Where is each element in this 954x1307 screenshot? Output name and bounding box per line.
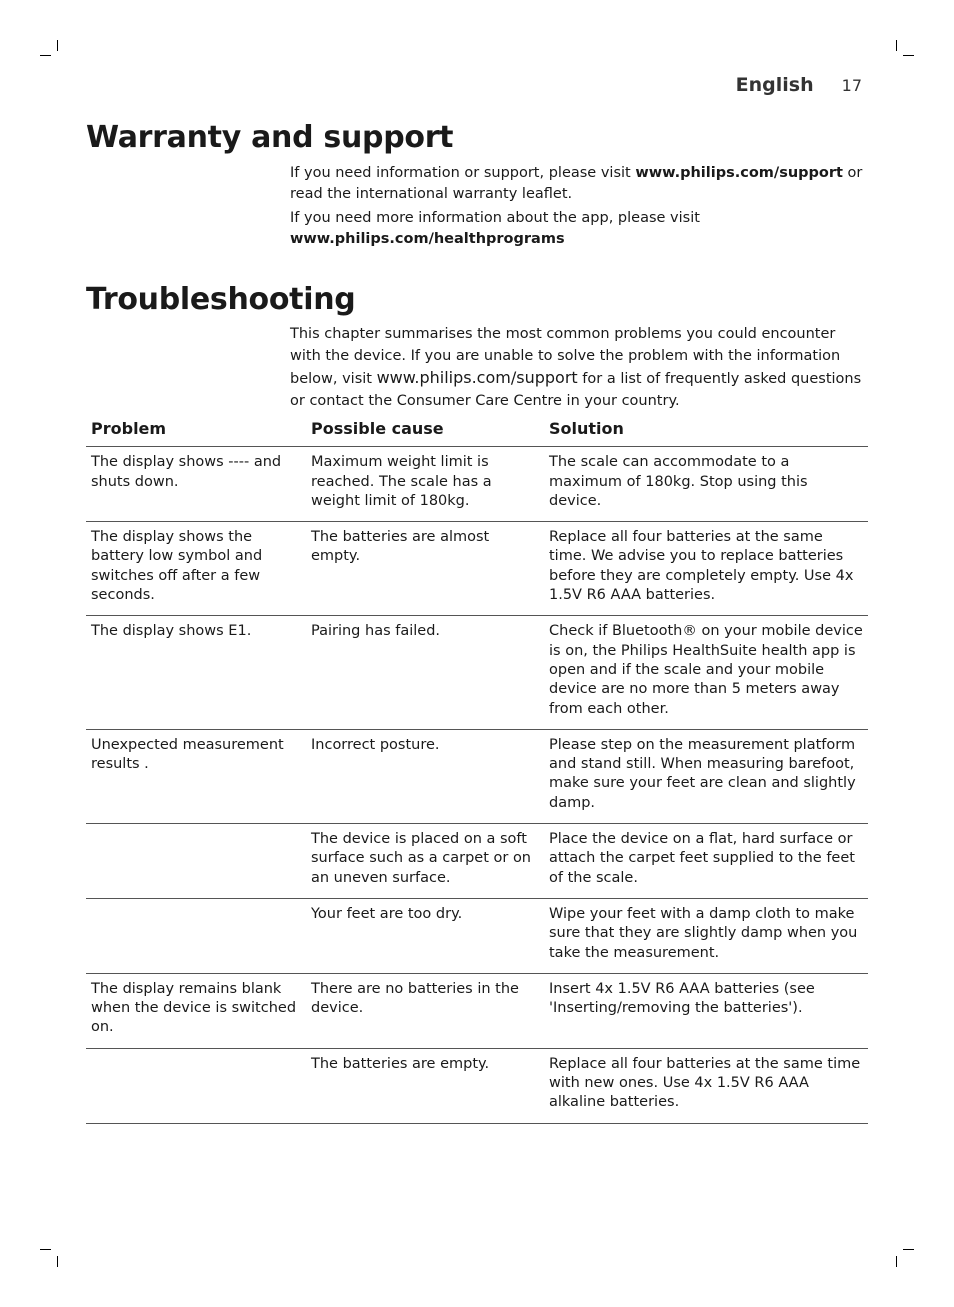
warranty-text-1b: or read the international warranty leaflet. xyxy=(290,165,863,202)
table-row xyxy=(86,898,868,973)
crop-mark xyxy=(896,40,897,51)
header-possible-cause: Possible cause xyxy=(306,414,544,447)
troubleshooting-table xyxy=(86,414,868,1124)
crop-mark xyxy=(896,1256,897,1267)
troubleshooting-heading: Troubleshooting xyxy=(86,282,356,317)
crop-mark xyxy=(903,1249,914,1250)
problem-cell: The display shows ---- and shuts down. xyxy=(86,447,306,522)
problem-cell: Unexpected measurement results . xyxy=(86,729,306,823)
table-row xyxy=(86,729,868,823)
solution-cell: The scale can accommodate to a maximum of 180kg. Stop using this device. xyxy=(544,447,868,522)
cause-cell: There are no batteries in the device. xyxy=(306,973,544,1048)
cause-cell: Incorrect posture. xyxy=(306,729,544,823)
crop-mark xyxy=(40,1249,51,1250)
solution-cell: Insert 4x 1.5V R6 AAA batteries (see 'Inserting/removing the batteries'). xyxy=(544,973,868,1048)
table-row xyxy=(86,616,868,729)
solution-cell: Please step on the measurement platform and stand still. When measuring barefoot, make sure your feet are clean and slightly damp. xyxy=(544,729,868,823)
cause-cell: The device is placed on a soft surface such as a carpet or on an uneven surface. xyxy=(306,824,544,899)
problem-cell: The display remains blank when the device is switched on. xyxy=(86,973,306,1048)
warranty-heading: Warranty and support xyxy=(86,120,454,155)
solution-cell: Place the device on a flat, hard surface or attach the carpet feet supplied to the feet of the scale. xyxy=(544,824,868,899)
table-row xyxy=(86,824,868,899)
intro-support-link[interactable]: www.philips.com/support xyxy=(376,368,578,387)
solution-cell: Replace all four batteries at the same time. We advise you to replace batteries before they are completely empty. Use 4x 1.5V R6 AAA batteries. xyxy=(544,522,868,616)
language-label: English xyxy=(735,74,814,96)
cause-cell: The batteries are almost empty. xyxy=(306,522,544,616)
problem-cell xyxy=(86,1048,306,1123)
page-number: 17 xyxy=(841,76,862,95)
table-row xyxy=(86,447,868,522)
table-row xyxy=(86,973,868,1048)
problem-cell xyxy=(86,824,306,899)
warranty-text-1a: If you need information or support, please visit xyxy=(290,165,636,181)
problem-cell xyxy=(86,898,306,973)
healthprograms-link[interactable]: www.philips.com/healthprograms xyxy=(290,231,565,247)
table-row xyxy=(86,522,868,616)
table-header-row xyxy=(86,414,868,447)
crop-mark xyxy=(57,40,58,51)
table-row xyxy=(86,1048,868,1123)
cause-cell: Your feet are too dry. xyxy=(306,898,544,973)
support-link[interactable]: www.philips.com/support xyxy=(635,165,843,181)
troubleshooting-intro xyxy=(290,323,870,412)
cause-cell: The batteries are empty. xyxy=(306,1048,544,1123)
warranty-paragraph-2 xyxy=(290,208,870,250)
warranty-text-2a: If you need more information about the app, please visit xyxy=(290,210,700,226)
crop-mark xyxy=(903,55,914,56)
cause-cell: Pairing has failed. xyxy=(306,616,544,729)
header-solution: Solution xyxy=(544,414,868,447)
solution-cell: Check if Bluetooth® on your mobile device is on, the Philips HealthSuite health app is open and if the scale and your mobile device are no more than 5 meters away from each other. xyxy=(544,616,868,729)
problem-cell: The display shows the battery low symbol and switches off after a few seconds. xyxy=(86,522,306,616)
intro-text-b: for a list of frequently asked questions or contact the Consumer Care Centre in your country. xyxy=(290,371,862,409)
problem-cell: The display shows E1. xyxy=(86,616,306,729)
header-problem: Problem xyxy=(86,414,306,447)
intro-text-a: This chapter summarises the most common problems you could encounter with the device. If you are unable to solve the problem with the information below, visit xyxy=(290,326,841,387)
warranty-paragraph-1 xyxy=(290,163,870,205)
crop-mark xyxy=(57,1256,58,1267)
solution-cell: Replace all four batteries at the same time with new ones. Use 4x 1.5V R6 AAA alkaline batteries. xyxy=(544,1048,868,1123)
page-header xyxy=(736,74,862,96)
crop-mark xyxy=(40,55,51,56)
solution-cell: Wipe your feet with a damp cloth to make sure that they are slightly damp when you take the measurement. xyxy=(544,898,868,973)
cause-cell: Maximum weight limit is reached. The scale has a weight limit of 180kg. xyxy=(306,447,544,522)
